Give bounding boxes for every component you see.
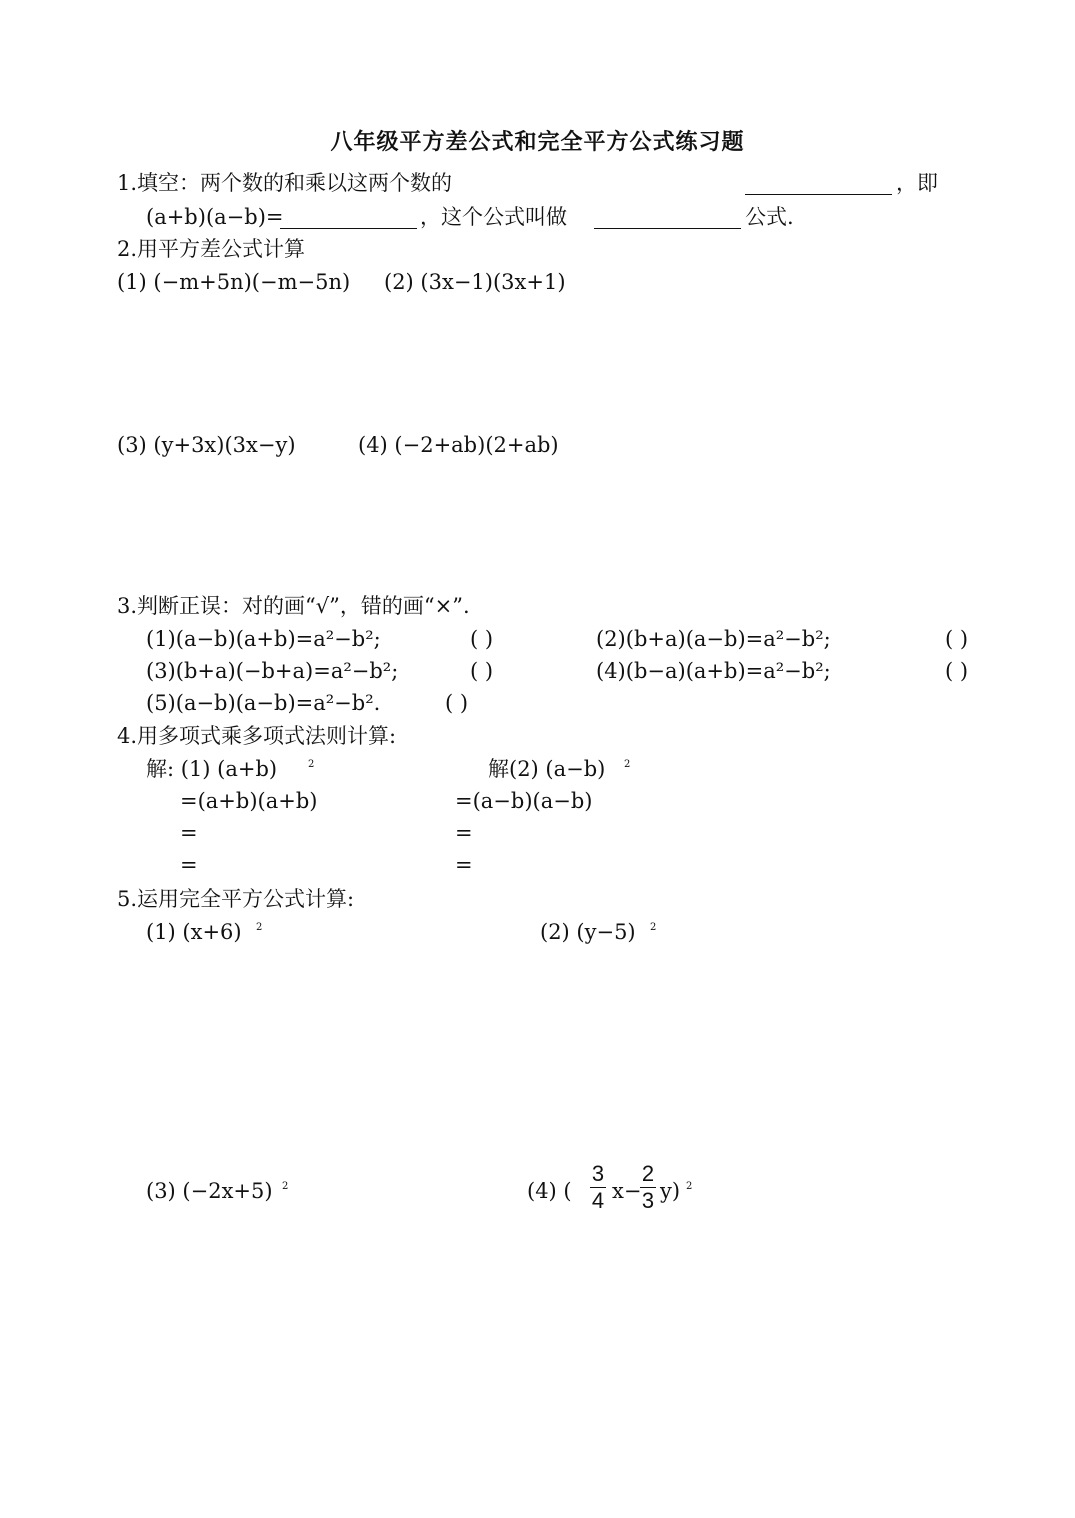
q3-answer-paren-1[interactable]: ( ): [470, 627, 494, 651]
q4-right-step2: =: [455, 821, 473, 845]
q3-answer-paren-3[interactable]: ( ): [470, 659, 494, 683]
q5-problem-2-exp: 2: [650, 922, 657, 933]
q3-answer-paren-4[interactable]: ( ): [945, 659, 969, 683]
q5-heading: 5.运用完全平方公式计算:: [117, 887, 355, 911]
q1-line1-end: ，即: [896, 171, 938, 195]
q4-right-head: 解(2) (a−b): [488, 757, 606, 781]
q5-problem-4-fraction-1: [588, 1162, 608, 1213]
q3-item-1: (1)(a−b)(a+b)=a²−b²;: [146, 627, 381, 651]
q5-problem-3-exp: 2: [282, 1181, 289, 1192]
fraction-1-numerator: 3: [591, 1161, 605, 1186]
q4-left-exp: 2: [308, 759, 315, 770]
q2-problem-2: (2) (3x−1)(3x+1): [384, 270, 566, 294]
q1-line1: 1.填空：两个数的和乘以这两个数的: [117, 171, 453, 195]
q5-problem-3: (3) (−2x+5): [146, 1179, 273, 1203]
q4-right-step1: =(a−b)(a−b): [455, 789, 593, 813]
q2-problem-1: (1) (−m+5n)(−m−5n): [117, 270, 351, 294]
fraction-2-denominator: 3: [641, 1188, 655, 1213]
q3-item-4: (4)(b−a)(a+b)=a²−b²;: [596, 659, 831, 683]
q4-left-step3: =: [180, 853, 198, 877]
q3-heading: 3.判断正误：对的画“√”，错的画“×”.: [117, 594, 470, 618]
q1-blank-2[interactable]: [280, 228, 417, 229]
q5-problem-4-exp: 2: [686, 1181, 693, 1192]
q5-problem-4-mid: x−: [612, 1179, 642, 1203]
q4-left-step2: =: [180, 821, 198, 845]
q1-line2-a: (a+b)(a−b)=: [146, 205, 284, 229]
q5-problem-1: (1) (x+6): [146, 920, 242, 944]
q3-item-3: (3)(b+a)(−b+a)=a²−b²;: [146, 659, 399, 683]
q2-problem-4: (4) (−2+ab)(2+ab): [358, 433, 559, 457]
q5-problem-4-prefix: (4) (: [527, 1179, 572, 1203]
q1-blank-1[interactable]: [745, 194, 892, 195]
page-title: 八年级平方差公式和完全平方公式练习题: [330, 130, 745, 155]
q5-problem-4-suffix: y): [660, 1179, 681, 1203]
q4-right-step3: =: [455, 853, 473, 877]
q3-answer-paren-2[interactable]: ( ): [945, 627, 969, 651]
q5-problem-2: (2) (y−5): [540, 920, 636, 944]
q1-blank-3[interactable]: [594, 228, 741, 229]
fraction-2-numerator: 2: [641, 1161, 655, 1186]
q3-item-5: (5)(a−b)(a−b)=a²−b².: [146, 691, 381, 715]
q5-problem-1-exp: 2: [256, 922, 263, 933]
q2-problem-3: (3) (y+3x)(3x−y): [117, 433, 296, 457]
q2-heading: 2.用平方差公式计算: [117, 237, 306, 261]
q3-item-2: (2)(b+a)(a−b)=a²−b²;: [596, 627, 831, 651]
q5-problem-4-fraction-2: [638, 1162, 658, 1213]
q1-line2-c: 公式.: [745, 205, 794, 229]
fraction-1-denominator: 4: [591, 1188, 605, 1213]
q4-left-step1: =(a+b)(a+b): [180, 789, 318, 813]
q4-heading: 4.用多项式乘多项式法则计算:: [117, 724, 397, 748]
q1-line2-b: ，这个公式叫做: [420, 205, 567, 229]
q4-right-exp: 2: [624, 759, 631, 770]
q3-answer-paren-5[interactable]: ( ): [445, 691, 469, 715]
q4-left-head: 解: (1) (a+b): [146, 757, 278, 781]
